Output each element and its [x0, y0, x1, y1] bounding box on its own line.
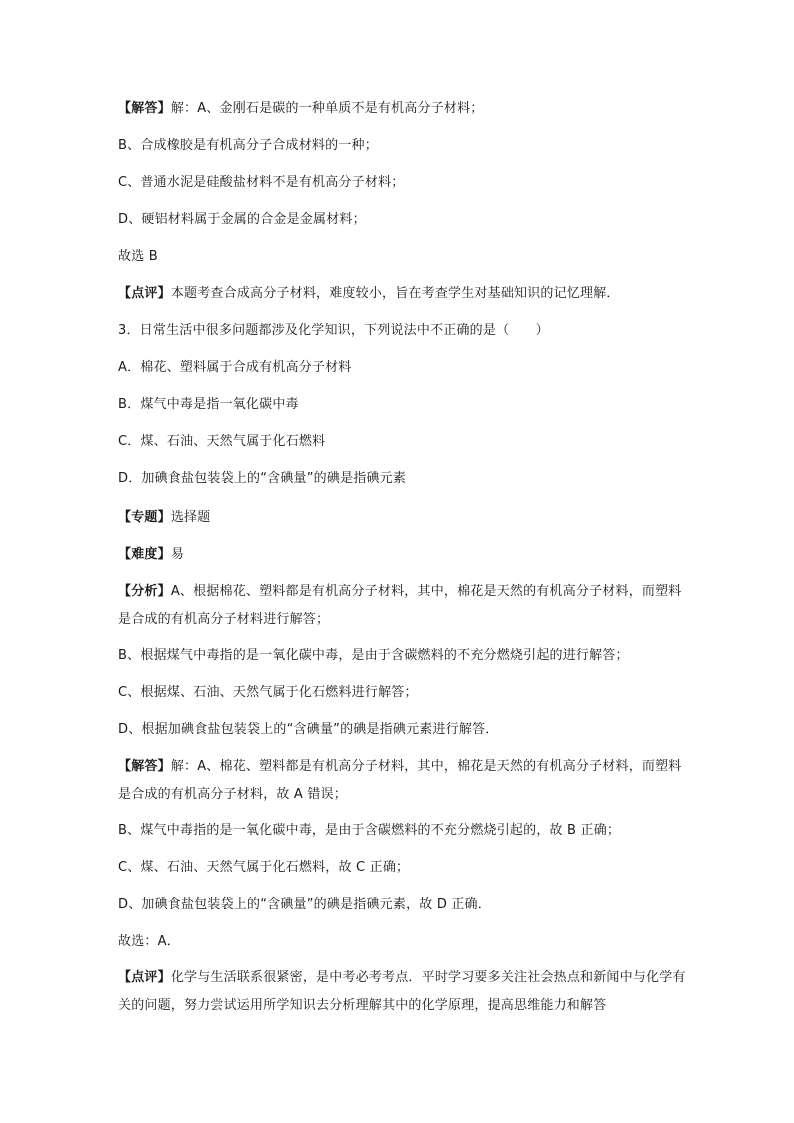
answer-choice: 故选 B — [118, 249, 158, 264]
option-c: C．煤、石油、天然气属于化石燃料 — [118, 434, 326, 449]
analysis-line-d: D、根据加碘食盐包装袋上的“含碘量”的碘是指碘元素进行解答． — [118, 722, 499, 737]
solution-line-c: C、煤、石油、天然气属于化石燃料，故 C 正确； — [118, 860, 410, 875]
review-tag-2: 【点评】 — [118, 970, 171, 985]
answer-tag: 【解答】 — [118, 101, 171, 116]
solution-line-d: D、加碘食盐包装袋上的“含碘量”的碘是指碘元素，故 D 正确． — [118, 897, 491, 912]
question-stem: 3．日常生活中很多问题都涉及化学知识，下列说法中不正确的是（ ） — [118, 323, 549, 338]
answer-line-c: C、普通水泥是硅酸盐材料不是有机高分子材料； — [118, 175, 405, 190]
option-a: A．棉花、塑料属于合成有机高分子材料 — [118, 360, 352, 375]
topic-tag: 【专题】 — [118, 510, 171, 525]
answer-line-b: B、合成橡胶是有机高分子合成材料的一种； — [118, 138, 378, 153]
review-tag: 【点评】 — [118, 286, 171, 301]
analysis-line-a: 【分析】A、根据棉花、塑料都是有机高分子材料，其中，棉花是天然的有机高分子材料，而塑料是合成的有机高分子材料进行解答； — [118, 584, 682, 627]
option-b: B．煤气中毒是指一氧化碳中毒 — [118, 397, 299, 412]
analysis-tag: 【分析】 — [118, 584, 171, 599]
answer-line-a: 【解答】解：A、金刚石是碳的一种单质不是有机高分子材料； — [118, 101, 484, 116]
analysis-line-c: C、根据煤、石油、天然气属于化石燃料进行解答； — [118, 685, 418, 700]
difficulty-line: 【难度】易 — [118, 547, 185, 562]
topic-line: 【专题】选择题 — [118, 510, 211, 525]
difficulty-tag: 【难度】 — [118, 547, 171, 562]
review-line: 【点评】本题考查合成高分子材料，难度较小，旨在考查学生对基础知识的记忆理解． — [118, 286, 620, 301]
solution-choice: 故选：A． — [118, 934, 180, 949]
answer-line-d: D、硬铝材料属于金属的合金是金属材料； — [118, 212, 366, 227]
solution-tag: 【解答】 — [118, 759, 171, 774]
review-line-2: 【点评】化学与生活联系很紧密，是中考必考考点．平时学习要多关注社会热点和新闻中与化学有关的问题，努力尝试运用所学知识去分析理解其中的化学原理，提高思维能力和解答 — [118, 970, 686, 1013]
option-d: D．加碘食盐包装袋上的“含碘量”的碘是指碘元素 — [118, 471, 407, 486]
solution-line-b: B、煤气中毒指的是一氧化碳中毒，是由于含碳燃料的不充分燃烧引起的，故 B 正确； — [118, 823, 621, 838]
solution-line-a: 【解答】解：A、棉花、塑料都是有机高分子材料，其中，棉花是天然的有机高分子材料，而塑料是合成的有机高分子材料，故 A 错误； — [118, 759, 682, 802]
analysis-line-b: B、根据煤气中毒指的是一氧化碳中毒，是由于含碳燃料的不充分燃烧引起的进行解答； — [118, 648, 629, 663]
